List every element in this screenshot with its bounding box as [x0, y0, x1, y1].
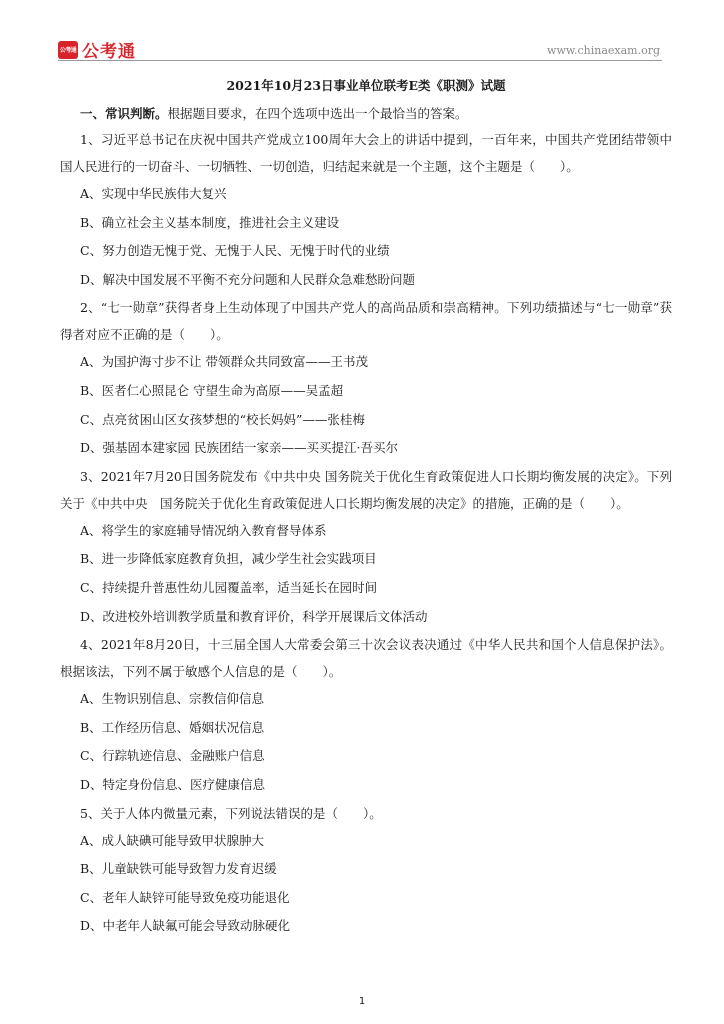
option-a: A、为国护海寸步不让 带领群众共同致富——王书茂: [80, 354, 369, 370]
document-title: 2021年10月23日事业单位联考E类《职测》试题: [226, 78, 506, 93]
brand-logo[interactable]: [58, 37, 136, 62]
option-c: C、努力创造无愧于党、无愧于人民、无愧于时代的业绩: [80, 243, 390, 259]
option-b: B、进一步降低家庭教育负担，减少学生社会实践项目: [80, 551, 377, 567]
option-c: C、老年人缺锌可能导致免疫功能退化: [80, 889, 290, 905]
option-d: D、改进校外培训教学质量和教育评价，科学开展课后文体活动: [80, 608, 428, 624]
question-4: [60, 631, 672, 799]
option-b: B、儿童缺铁可能导致智力发育迟缓: [80, 861, 277, 877]
option-d: D、特定身份信息、医疗健康信息: [80, 776, 266, 792]
site-url[interactable]: www.chinaexam.org: [547, 44, 660, 57]
option-b: B、医者仁心照昆仑 守望生命为高原——吴孟超: [80, 382, 344, 398]
question-stem: 5、关于人体内微量元素，下列说法错误的是（ ）。: [80, 805, 382, 821]
question-2: [60, 294, 672, 462]
page-header: [0, 0, 724, 62]
section-instruction: 根据题目要求，在四个选项中选出一个最恰当的答案。: [167, 106, 468, 121]
question-stem: 2、“七一勋章”获得者身上生动体现了中国共产党人的高尚品质和崇高精神。下列功绩描述与“七一勋章”获得者对应不正确的是（ ）。: [60, 300, 672, 343]
option-a: A、将学生的家庭辅导情况纳入教育督导体系: [80, 522, 327, 538]
question-3: [60, 463, 672, 631]
option-c: C、行踪轨迹信息、金融账户信息: [80, 748, 265, 764]
option-d: D、强基固本建家园 民族团结一家亲——买买提江·吾买尔: [80, 440, 398, 456]
header-divider: [58, 60, 662, 61]
question-stem: 4、2021年8月20日，十三届全国人大常委会第三十次会议表决通过《中华人民共和国个人信息保护法》。根据该法，下列不属于敏感个人信息的是（ ）。: [60, 637, 672, 680]
option-c: C、持续提升普惠性幼儿园覆盖率，适当延长在园时间: [80, 579, 378, 595]
option-b: B、确立社会主义基本制度，推进社会主义建设: [80, 214, 340, 230]
option-d: D、中老年人缺氟可能会导致动脉硬化: [80, 918, 291, 934]
brand-logo-icon: 公考通: [58, 41, 78, 59]
section-title: 一、常识判断。: [80, 106, 168, 121]
question-5: [60, 800, 672, 941]
question-stem: 1、习近平总书记在庆祝中国共产党成立100周年大会上的讲话中提到，一百年来，中国共产党团结带领中国人民进行的一切奋斗、一切牺牲、一切创造，归结起来就是一个主题，这个主题是（ ）。: [60, 132, 672, 174]
option-c: C、点亮贫困山区女孩梦想的“校长妈妈”——张桂梅: [80, 411, 365, 427]
question-stem: 3、2021年7月20日国务院发布《中共中央 国务院关于优化生育政策促进人口长期均衡发展的决定》。下列关于《中共中央 国务院关于优化生育政策促进人口长期均衡发展的决定》的措施，正确的是（ ）。: [60, 468, 672, 511]
option-a: A、生物识别信息、宗教信仰信息: [80, 691, 265, 707]
option-d: D、解决中国发展不平衡不充分问题和人民群众急难愁盼问题: [80, 271, 416, 287]
page-number: 1: [358, 996, 366, 1007]
option-b: B、工作经历信息、婚姻状况信息: [80, 719, 265, 735]
option-a: A、成人缺碘可能导致甲状腺肿大: [80, 832, 265, 848]
question-1: [60, 126, 672, 294]
section-heading: [60, 102, 672, 126]
option-a: A、实现中华民族伟大复兴: [80, 186, 227, 201]
document-body: [60, 76, 672, 941]
brand-name: 公考通: [82, 42, 136, 62]
